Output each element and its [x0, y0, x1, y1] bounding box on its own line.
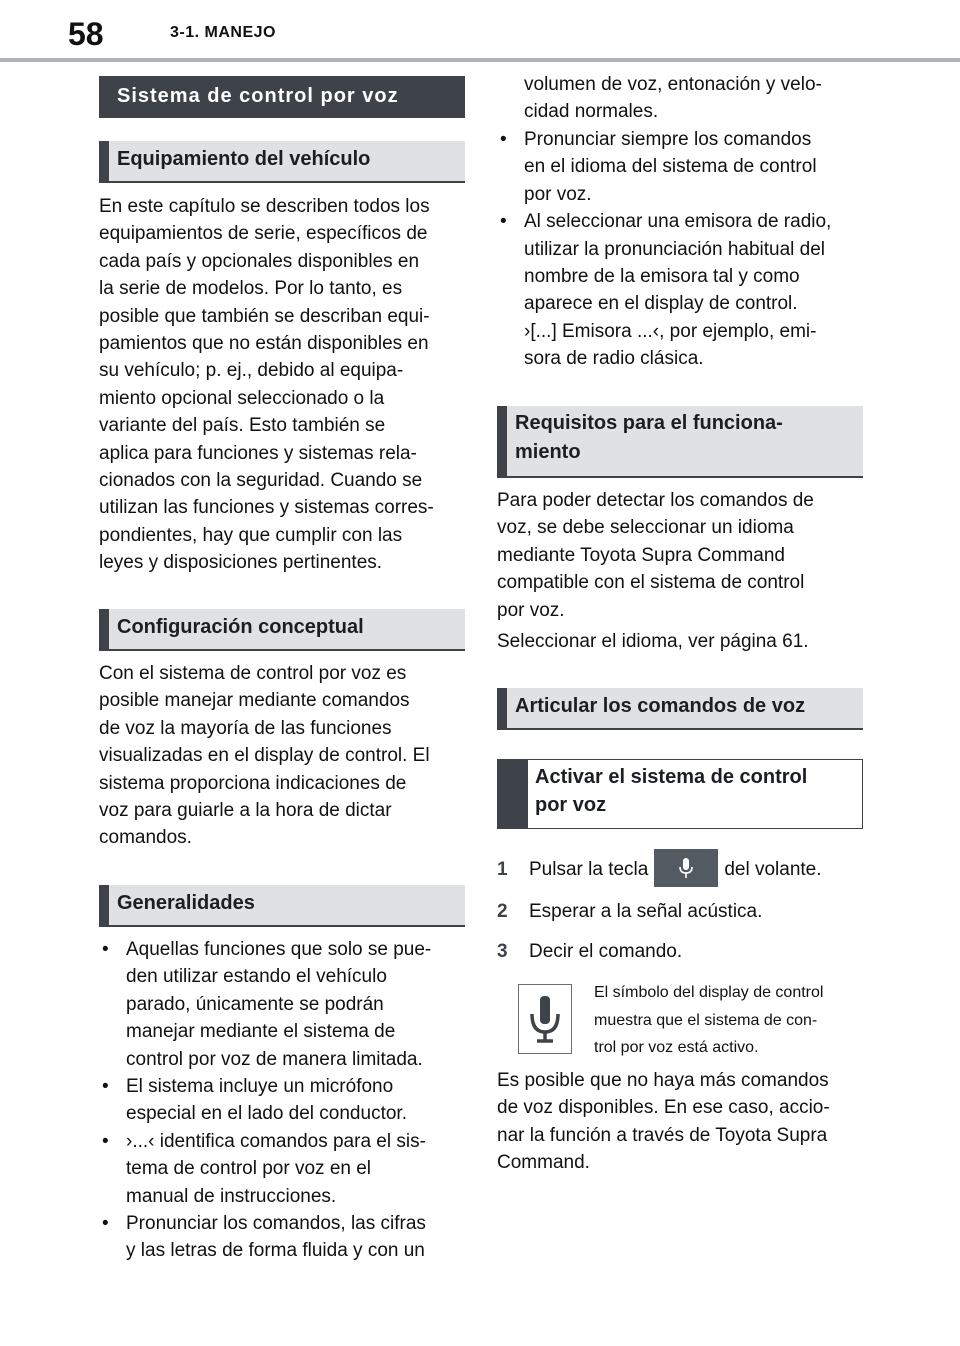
- subheading-activate: [497, 759, 863, 829]
- subheading-bar: [498, 760, 528, 828]
- general-bullet-list: [99, 936, 465, 1265]
- list-item: • Al seleccionar una emisora de radio, utilizar la pronunciación habitual del nombre de la emisora tal y como aparece en el display de control. ›[...] Emisora ...‹, por ejemplo, emi- sora de radio clásica.: [497, 208, 863, 372]
- voice-key-button: [654, 849, 718, 887]
- step-1: 1 Pulsar la tecla del volante.: [497, 851, 863, 889]
- list-item: • Aquellas funciones que solo se pue- den utilizar estando el vehículo parado, únicamente se podrán manejar mediante el sistema de control por voz de manera limitada.: [99, 936, 465, 1073]
- subheading-text: Activar el sistema de control por voz: [535, 766, 808, 816]
- voice-tips-bullet-list: [497, 126, 863, 373]
- step-number: 1: [497, 859, 508, 881]
- section-label: 3-1. MANEJO: [170, 24, 276, 41]
- step-number: 3: [497, 941, 508, 962]
- symbol-note: El símbolo del display de control muestra que el sistema de con- trol por voz está activo.: [594, 984, 824, 1056]
- page-number: 58: [68, 16, 104, 52]
- list-item: • El sistema incluye un micrófono especial en el lado del conductor.: [99, 1073, 465, 1128]
- heading-articulate: Articular los comandos de voz: [497, 688, 863, 730]
- concept-paragraph: Con el sistema de control por voz es posible manejar mediante comandos de voz la mayoría de las funciones visualizadas en el display de control. El sistema proporciona indicaciones de voz para guiarle a la hora de dictar comandos.: [99, 663, 430, 849]
- requirements-paragraph: Para poder detectar los comandos de voz, se debe seleccionar un idioma mediante Toyota Supra Command compatible con el sistema de control por voz.: [497, 490, 814, 621]
- closing-paragraph: Es posible que no haya más comandos de voz disponibles. En ese caso, accio- nar la función a través de Toyota Supra Command.: [497, 1070, 830, 1174]
- heading-general: Generalidades: [99, 885, 465, 927]
- step-number: 2: [497, 901, 508, 922]
- microphone-icon: [679, 858, 693, 878]
- step-2: 2 Esperar a la señal acústica.: [497, 898, 863, 925]
- list-item: • Pronunciar siempre los comandos en el idioma del sistema de control por voz.: [497, 126, 863, 208]
- heading-concept: Configuración conceptual: [99, 609, 465, 651]
- heading-requirements: Requisitos para el funciona- miento: [497, 406, 863, 478]
- continued-bullet-text: volumen de voz, entonación y velo- cidad normales.: [524, 74, 822, 123]
- header-rule: [0, 58, 960, 62]
- step-3: 3 Decir el comando.: [497, 938, 863, 965]
- main-title: Sistema de control por voz: [99, 76, 465, 118]
- language-page-reference: Seleccionar el idioma, ver página 61.: [497, 631, 809, 652]
- equipment-paragraph: En este capítulo se describen todos los equipamientos de serie, específicos de cada país y opcionales disponibles en la serie de modelos. Por lo tanto, es posible que también se describan equi- pamientos que no están disponibles en su vehículo; p. ej., debido al equipa- miento opcional seleccionado o la variante del país. Esto también se aplica para funciones y sistemas rela- cionados con la seguridad. Cuando se utilizan las funciones y sistemas corres- pondientes, hay que cumplir con las leyes y disposiciones pertinentes.: [99, 196, 434, 574]
- list-item: • ›...‹ identifica comandos para el sis- tema de control por voz en el manual de instrucciones.: [99, 1128, 465, 1210]
- heading-equipment: Equipamiento del vehículo: [99, 141, 465, 183]
- list-item: • Pronunciar los comandos, las cifras y las letras de forma fluida y con un: [99, 1210, 465, 1265]
- microphone-icon: [529, 994, 561, 1044]
- page-header: [0, 0, 960, 62]
- voice-symbol-box: [518, 984, 572, 1054]
